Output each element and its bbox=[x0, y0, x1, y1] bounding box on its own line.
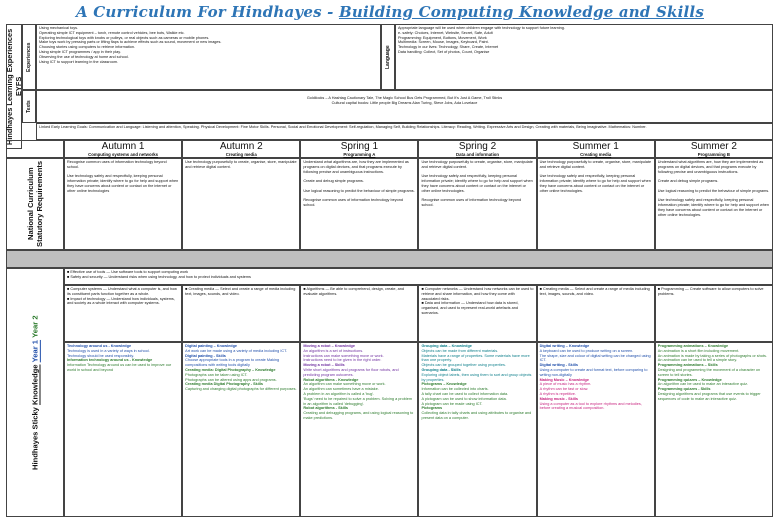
sticky-year-cell-5 bbox=[537, 342, 655, 517]
sticky-point: Information can be collected into charts. bbox=[421, 387, 489, 392]
language-cell bbox=[395, 24, 773, 90]
sticky-year-cell-1 bbox=[64, 342, 182, 517]
sticky-heading: Robot algorithms - Knowledge bbox=[303, 377, 359, 382]
term-focus: Computing systems and networks bbox=[88, 152, 159, 157]
experience-item: Operating simple ICT equipment – torch, remote control vehicles, bee bots, Walkie etc. bbox=[39, 30, 185, 35]
language-item: Multimedia: Screen, Mouse, Images, Keyboard, Paint. bbox=[398, 40, 489, 45]
sticky-point: Objects can be grouped together using properties. bbox=[421, 363, 506, 368]
term-header-6 bbox=[655, 140, 773, 158]
national-cell-4 bbox=[418, 158, 536, 250]
sticky-year-cell-6 bbox=[655, 342, 773, 517]
sticky-point: Objects can be made from different materials. bbox=[421, 348, 499, 353]
sticky-heading: Pictograms – Knowledge bbox=[421, 382, 467, 387]
sticky-year-cell-2 bbox=[182, 342, 300, 517]
experience-item: Exploring technological toys with knobs or pulleys, or real objects such as cameras or mobile phones. bbox=[39, 35, 210, 40]
sticky-heading: Pictograms bbox=[421, 406, 443, 411]
experiences-list bbox=[39, 26, 378, 64]
sticky-point: Using a computer as a tool to explore rhythms and melodies, before creating a musical composition. bbox=[539, 401, 642, 411]
sticky-side-cell bbox=[6, 268, 64, 517]
experience-item: Using ICT to support learning in the classroom. bbox=[39, 59, 119, 64]
sticky-heading: Creating media: Digital Photography – Knowledge bbox=[185, 367, 276, 372]
sticky-point: Write short algorithms and programs for floor robots, and predicting program outcomes. bbox=[303, 367, 399, 377]
sticky-point: A keyboard can be used to produce writing on a screen. bbox=[539, 348, 634, 353]
language-item: e- safety: Choices, Internet, Website, Secret, Safe, Adult bbox=[398, 30, 493, 35]
texts-cell bbox=[36, 90, 773, 123]
sticky-point: An algorithm can sometimes have a mistake. bbox=[303, 387, 379, 392]
overview-item: ■ Safety and security — Understand risks when using technology, and how to protect individuals and systems bbox=[67, 274, 251, 279]
term-name: Autumn 2 bbox=[219, 141, 263, 152]
sticky-year-cell-4 bbox=[418, 342, 536, 517]
term-header-corner bbox=[6, 140, 64, 158]
term-header-2 bbox=[182, 140, 300, 158]
national-side-cell bbox=[6, 158, 64, 250]
texts-label: Texts bbox=[26, 100, 32, 113]
sticky-heading: Moving a robot – Skills bbox=[303, 363, 345, 368]
experiences-label-cell bbox=[22, 24, 36, 90]
sticky-point: A piece of music has a rhythm. bbox=[539, 382, 592, 387]
texts-item: Cultural capital books: Little people Big Dreams Alan Turing, Steve Jobs, Ada Lovelace bbox=[331, 100, 478, 105]
language-label-cell bbox=[381, 24, 395, 90]
sticky-heading: Digital writing – Knowledge bbox=[539, 344, 590, 348]
sticky-point: Choose appropriate tools in a program to create Making compositions with writing tools digitally bbox=[185, 358, 280, 368]
term-header-3 bbox=[300, 140, 418, 158]
national-side-label: National Curriculum Statutory Requirements bbox=[26, 160, 44, 248]
term-name: Autumn 1 bbox=[101, 141, 145, 152]
strand-text: ■ Algorithms — Be able to comprehend, design, create, and evaluate algorithms. bbox=[303, 287, 404, 296]
sticky-point: A tally chart can be used to collect information data. bbox=[421, 391, 509, 396]
national-text: Use technology purposefully to create, organise, store, manipulate and retrieve digital content. bbox=[185, 160, 297, 169]
national-text: Understand what algorithms are, how they are implemented as programs on digital devices, and that programs execute by following precise and unambiguous instructions. Create and debug simple programs. Use logical reasoning to predict the behaviour of simple programs. Use technology safely and respectfully, keeping personal information private; identify where to go for help and support when they have concerns about content or contact on the internet or other online technologies. bbox=[657, 160, 770, 217]
experience-item: Make toys work by pressing parts or lifting flaps to achieve effects such as sound, movement or new images. bbox=[39, 40, 222, 45]
sticky-heading: Programming animations – Skills bbox=[657, 363, 718, 368]
strand-text: ■ Programming — Create software to allow computers to solve problems. bbox=[657, 287, 764, 296]
term-header-1 bbox=[64, 140, 182, 158]
texts-list bbox=[39, 96, 770, 106]
national-cell-5 bbox=[537, 158, 655, 250]
sticky-label-knowledge: Knowledge bbox=[30, 364, 40, 405]
sticky-point: Materials have a range of properties. Some materials have more than one property. bbox=[421, 353, 530, 363]
eyfs-side-label: Hindhayes Learning Experiences EYFS bbox=[5, 28, 23, 145]
strand-cell-1 bbox=[64, 285, 182, 342]
sticky-heading: Digital writing - Skills bbox=[539, 363, 579, 368]
sticky-heading: Creating media Digital Photography - Skills bbox=[185, 382, 264, 387]
national-text: Use technology purposefully to create, organise, store, manipulate and retrieve digital content. Use technology safely and respectfully, keeping personal information private; identify where to go for help and support when they have concerns about content or contact on the internet or other online technologies. Recognise common uses of information technology beyond school. bbox=[421, 160, 533, 208]
national-cell-3 bbox=[300, 158, 418, 250]
title-underlined: Building Computing Knowledge and Skills bbox=[338, 3, 704, 21]
sticky-point: Designing and programming the movement of a character on screen to tell stories. bbox=[657, 367, 761, 377]
term-focus: Data and information bbox=[456, 152, 500, 157]
term-name: Spring 2 bbox=[458, 141, 497, 152]
sticky-point: A pictogram can be used to show information data. bbox=[421, 396, 507, 401]
sticky-point: Technology is used in a variety of ways in school. bbox=[67, 348, 150, 353]
sticky-heading: Grouping data – Knowledge bbox=[421, 344, 472, 348]
sticky-year-cell-3 bbox=[300, 342, 418, 517]
sticky-heading: Programming quizzes - Skills bbox=[657, 387, 711, 392]
national-cell-2 bbox=[182, 158, 300, 250]
sticky-point: Photographs can be altered using apps and programs. bbox=[185, 377, 277, 382]
page-title bbox=[0, 3, 780, 23]
sticky-point: Art work can be made using a variety of media including ICT. bbox=[185, 348, 288, 353]
strand-cell-4 bbox=[418, 285, 536, 342]
sticky-point: A pictogram can be made using ICT. bbox=[421, 401, 483, 406]
sticky-heading: Technology around us - Knowledge bbox=[67, 344, 132, 348]
sticky-point: An algorithm can make something move or work. bbox=[303, 382, 386, 387]
sticky-label-year2: Year 2 bbox=[30, 315, 40, 338]
sticky-heading: Grouping data - Skills bbox=[421, 367, 461, 372]
sticky-side-label bbox=[7, 269, 63, 516]
sticky-point: 'Bugs' need to be repaired to solve a problem. Solving a problem in an algorithm is called 'debugging'. bbox=[303, 396, 412, 406]
linked-goals-text: Linked Early Learning Goals: Communication and Language: Listening and attention, Speaking. Physical Development: Fine Motor Skills. Personal, Social and Emotional Development: Self-regulation, Managing Self, Building Relationships. Literacy: Reading, Writing. Expressive Arts and Design, Creating with materials, Being Imaginative. Mathematics: Number. bbox=[39, 125, 647, 129]
term-name: Summer 1 bbox=[572, 141, 619, 152]
language-item: Programming: Equipment, Buttons, Movement, Work bbox=[398, 35, 487, 40]
sticky-point: Exploring object labels, then using them to sort and group objects by properties. bbox=[421, 372, 532, 382]
experience-item: Using simple ICT programmes / app in their play. bbox=[39, 49, 121, 54]
strand-cell-3 bbox=[300, 285, 418, 342]
term-name: Summer 2 bbox=[690, 141, 737, 152]
strand-text: ■ Creating media — Select and create a range of media including text, images, sounds, and video. bbox=[539, 287, 650, 296]
term-focus: Creating media bbox=[580, 152, 612, 157]
sticky-point: Collecting data in tally charts and using attributes to organise and present data on a computer. bbox=[421, 411, 532, 420]
national-text: Understand what algorithms are, how they are implemented as programs on digital devices, and that programs execute by following precise and unambiguous instructions. Create and debug simple programs. Use logical reasoning to predict the behaviour of simple programs. Recognise common uses of information technology beyond school. bbox=[303, 160, 415, 208]
language-item: Technology in our lives: Technology, Share, Create, Internet bbox=[398, 45, 499, 50]
sticky-point: An algorithm can be used to make an interactive quiz. bbox=[657, 382, 749, 387]
sticky-overview-cell bbox=[64, 268, 773, 285]
sticky-point: Technology should be used responsibly. bbox=[67, 353, 135, 358]
term-focus: Programming B bbox=[697, 152, 730, 157]
texts-label-cell bbox=[22, 90, 36, 123]
experiences-label: Experiences bbox=[26, 42, 32, 72]
sticky-point: Instructions need to be given in the right order. bbox=[303, 358, 382, 363]
national-cell-1 bbox=[64, 158, 182, 250]
sticky-heading: Making Music – Knowledge bbox=[539, 377, 589, 382]
sticky-heading: Information technology around us - Knowledge bbox=[67, 358, 153, 363]
sticky-point: An animation is a short film including movement. bbox=[657, 348, 740, 353]
sticky-point: Photographs can be taken using ICT. bbox=[185, 372, 248, 377]
sticky-point: A rhythm is repetitive. bbox=[539, 391, 576, 396]
language-item: Appropriate language will be used when children engage with technology to support future learning. bbox=[398, 26, 565, 30]
sticky-point: The shape, size and colour of digital writing can be changed using ICT. bbox=[539, 353, 651, 363]
sticky-heading: Moving a robot – Knowledge bbox=[303, 344, 355, 348]
sticky-heading: Programming quizzes – Knowledge bbox=[657, 377, 722, 382]
sticky-point: Creating and debugging programs, and using logical reasoning to make predictions. bbox=[303, 411, 414, 420]
strand-text: ■ Computer systems — Understand what a computer is, and how its constituent parts function together as a whole. ■ Impact of technology — Understand how individuals, systems, and society as a whole interact with computer systems. bbox=[67, 287, 177, 306]
strand-cell-5 bbox=[537, 285, 655, 342]
sticky-heading: Making music - Skills bbox=[539, 396, 579, 401]
term-header-5 bbox=[537, 140, 655, 158]
national-text: Recognise common uses of information technology beyond school. Use technology safely and respectfully, keeping personal information private; identify where to go for help and support when they have concerns about content or contact on the internet or other online technologies bbox=[67, 160, 179, 193]
sticky-point: Capturing and changing digital photographs for different purposes. bbox=[185, 387, 297, 392]
sticky-point: A rhythm can be fast or slow. bbox=[539, 387, 589, 392]
eyfs-side-cell bbox=[6, 24, 22, 149]
linked-goals-cell bbox=[36, 123, 773, 140]
sticky-point: Using a computer to create and format text, before comparing to writing non-digitally bbox=[539, 367, 648, 377]
strand-text: ■ Creating media — Select and create a range of media including text, images, sounds, and video. bbox=[185, 287, 296, 296]
term-focus: Creating media bbox=[225, 152, 257, 157]
term-header-4 bbox=[418, 140, 536, 158]
experience-item: Using mechanical toys. bbox=[39, 26, 79, 30]
sticky-point: An animation is made by taking a series of photographs or shots. bbox=[657, 353, 767, 358]
sticky-heading: Digital painting - Skills bbox=[185, 353, 226, 358]
experiences-cell bbox=[36, 24, 381, 90]
national-cell-6 bbox=[655, 158, 773, 250]
language-list bbox=[398, 26, 770, 55]
sticky-overview-list bbox=[67, 270, 770, 280]
title-prefix: A Curriculum For Hindhayes - bbox=[76, 3, 339, 21]
sticky-label-prefix: Hindhayes Sticky bbox=[30, 404, 40, 470]
sticky-point: An algorithm is a set of instructions. bbox=[303, 348, 364, 353]
language-label: Language bbox=[385, 45, 391, 69]
sticky-label-year1: Year 1 bbox=[30, 339, 40, 363]
divider-band bbox=[6, 250, 773, 268]
sticky-heading: Robot algorithms - Skills bbox=[303, 406, 349, 411]
language-item: Data handling: Collect, Set of photos, Count, Organise bbox=[398, 49, 490, 54]
experience-item: Observing the use of technology at home and school. bbox=[39, 54, 129, 59]
strand-cell-6 bbox=[655, 285, 773, 342]
sticky-heading: Programming animations – Knowledge bbox=[657, 344, 729, 348]
term-name: Spring 1 bbox=[340, 141, 379, 152]
strand-cell-2 bbox=[182, 285, 300, 342]
sticky-point: An animation can be used to tell a simple story. bbox=[657, 358, 738, 363]
sticky-heading: Digital painting – Knowledge bbox=[185, 344, 238, 348]
experience-item: Choosing stories using computers to retrieve information. bbox=[39, 45, 136, 50]
texts-item: Goldilocks – A Hashtag Cautionary Tale, The Magic School Bus Gets Programmed, But It's Just A Game, Troll Stinks bbox=[306, 96, 503, 100]
sticky-point: Information Technology around us can be used to improve our world in school and beyond bbox=[67, 363, 172, 372]
sticky-point: Instructions can make something move or work. bbox=[303, 353, 384, 358]
national-text: Use technology purposefully to create, organise, store, manipulate and retrieve digital content. Use technology safely and respectfully, keeping personal information private; identify where to go for help and support when they have concerns about content or contact on the internet or other online technologies. bbox=[539, 160, 652, 193]
overview-item: ■ Effective use of tools — Use software tools to support computing work bbox=[67, 270, 189, 274]
term-focus: Programming A bbox=[343, 152, 376, 157]
sticky-point: A problem in an algorithm is called a 'bug'. bbox=[303, 391, 375, 396]
strand-text: ■ Computer networks — Understand how networks can be used to retrieve and share information, and how they come with associated risks. ■ Data and information — Understand how data is stored, organised, and used to represent real-world artefacts and scenarios. bbox=[421, 287, 534, 315]
sticky-point: Designing algorithms and programs that use events to trigger sequences of code to make an interactive quiz. bbox=[657, 391, 761, 401]
